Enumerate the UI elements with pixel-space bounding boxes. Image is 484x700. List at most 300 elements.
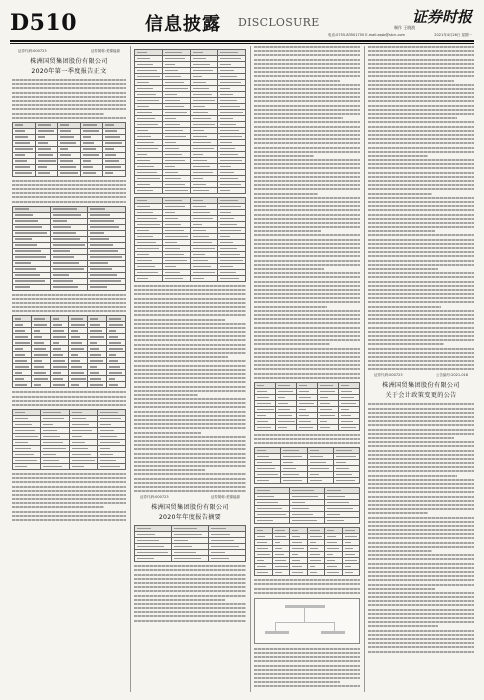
table-cell	[69, 382, 88, 388]
text-line	[368, 554, 474, 556]
text-line	[12, 180, 126, 182]
text-line	[368, 193, 432, 195]
table-row	[135, 188, 246, 194]
text-line	[254, 142, 360, 144]
text-line	[368, 630, 474, 632]
text-line	[134, 453, 246, 455]
text-line	[254, 297, 360, 299]
text-line	[134, 582, 246, 584]
stock-code: 证券代码:000723	[374, 373, 403, 378]
text-line	[134, 615, 246, 617]
text-line	[368, 445, 474, 447]
text-line	[12, 201, 126, 203]
text-line	[368, 71, 474, 73]
text-line	[368, 646, 474, 648]
header-rule-thin	[10, 43, 474, 44]
table-row	[255, 424, 360, 430]
text-line	[368, 322, 474, 324]
text-line	[368, 348, 474, 350]
text-line	[368, 147, 474, 149]
text-line	[368, 343, 444, 345]
text-line	[368, 159, 474, 161]
text-line	[368, 521, 474, 523]
text-line	[368, 184, 474, 186]
table-cell	[276, 424, 297, 430]
text-line	[254, 180, 360, 182]
text-line	[134, 423, 246, 425]
text-line	[254, 314, 360, 316]
table-cell	[58, 170, 81, 176]
text-line	[254, 255, 360, 257]
table-cell	[190, 276, 218, 282]
text-line	[254, 293, 360, 295]
text-line	[368, 318, 474, 320]
text-line	[254, 665, 360, 667]
text-line	[12, 96, 126, 98]
text-line	[254, 322, 360, 324]
body-text	[254, 648, 360, 688]
text-line	[134, 285, 246, 287]
text-line	[134, 323, 246, 325]
text-line	[368, 301, 474, 303]
announcement-heading	[12, 49, 126, 75]
text-line	[368, 613, 474, 615]
text-line	[254, 301, 360, 303]
text-line	[254, 230, 321, 232]
text-line	[134, 377, 246, 379]
announcement-heading	[368, 373, 474, 399]
text-line	[368, 218, 474, 220]
text-line	[368, 412, 474, 414]
text-line	[134, 607, 246, 609]
text-line	[254, 151, 360, 153]
text-line	[368, 416, 474, 418]
column-1	[12, 46, 126, 692]
text-line	[368, 134, 474, 136]
text-line	[254, 226, 360, 228]
text-line	[134, 319, 225, 321]
text-line	[134, 461, 246, 463]
table-cell	[218, 188, 246, 194]
table-cell	[35, 170, 58, 176]
text-line	[134, 381, 246, 383]
table-cell	[318, 424, 339, 430]
text-line	[368, 117, 457, 119]
text-line	[368, 517, 474, 519]
table-cell	[135, 188, 163, 194]
text-line	[254, 155, 314, 157]
text-line	[12, 310, 126, 312]
table-cell	[255, 478, 281, 484]
text-line	[134, 314, 246, 316]
text-line	[368, 475, 457, 477]
text-line	[134, 595, 246, 597]
text-line	[368, 604, 474, 606]
table-cell	[297, 424, 318, 430]
text-line	[368, 310, 474, 312]
text-line	[134, 302, 246, 304]
text-line	[368, 163, 474, 165]
text-line	[254, 356, 360, 358]
text-line	[368, 617, 474, 619]
text-line	[12, 192, 126, 194]
table-cell	[103, 170, 126, 176]
text-line	[254, 63, 360, 65]
text-line	[12, 404, 126, 406]
text-line	[134, 344, 246, 346]
text-line	[368, 634, 474, 636]
text-line	[12, 490, 126, 492]
text-line	[254, 243, 360, 245]
text-line	[254, 327, 360, 329]
text-line	[12, 188, 126, 190]
text-line	[368, 433, 474, 435]
text-line	[368, 276, 474, 278]
text-line	[134, 465, 246, 467]
financial-table	[12, 409, 126, 470]
text-line	[12, 184, 126, 186]
text-line	[254, 272, 360, 274]
text-line	[368, 368, 474, 370]
text-line	[254, 285, 360, 287]
text-line	[368, 222, 474, 224]
text-line	[134, 394, 198, 396]
text-line	[368, 339, 474, 341]
text-line	[368, 230, 435, 232]
text-line	[254, 348, 360, 350]
shareholder-table	[12, 315, 126, 388]
text-line	[368, 403, 474, 405]
text-line	[134, 373, 246, 375]
text-line	[134, 473, 246, 475]
text-line	[254, 147, 360, 149]
text-line	[134, 415, 246, 417]
table-row	[13, 463, 126, 469]
text-line	[254, 100, 360, 102]
text-line	[368, 92, 474, 94]
table-cell	[209, 556, 246, 562]
text-line	[368, 563, 474, 565]
text-line	[254, 442, 360, 444]
text-line	[368, 596, 474, 598]
text-line	[12, 113, 104, 115]
stock-code: 证券代码:000723	[140, 495, 169, 500]
text-line	[134, 398, 246, 400]
text-line	[12, 306, 126, 308]
body-text	[368, 46, 474, 370]
text-line	[368, 272, 474, 274]
text-line	[368, 138, 474, 140]
text-line	[368, 609, 474, 611]
text-line	[368, 306, 441, 308]
table-row	[255, 518, 360, 524]
text-line	[368, 508, 474, 510]
table-cell	[107, 382, 126, 388]
text-line	[134, 440, 246, 442]
text-line	[134, 486, 246, 488]
text-line	[254, 172, 360, 174]
text-line	[368, 504, 474, 506]
text-line	[134, 327, 246, 329]
body-text	[368, 403, 474, 652]
text-line	[254, 214, 360, 216]
text-line	[12, 117, 126, 119]
text-line	[134, 444, 246, 446]
text-line	[134, 611, 246, 613]
table-cell	[162, 188, 190, 194]
text-line	[254, 176, 360, 178]
text-line	[134, 289, 246, 291]
text-line	[12, 196, 126, 198]
text-line	[368, 408, 474, 410]
table-cell	[290, 570, 308, 576]
text-line	[134, 590, 246, 592]
text-line	[368, 575, 474, 577]
text-line	[134, 469, 205, 471]
table-cell	[50, 284, 88, 290]
text-line	[254, 592, 360, 594]
text-line	[368, 180, 474, 182]
table-cell	[325, 570, 343, 576]
text-line	[368, 293, 474, 295]
text-line	[12, 100, 126, 102]
text-line	[134, 352, 246, 354]
text-line	[368, 188, 474, 190]
page-header	[10, 6, 474, 40]
text-line	[254, 268, 324, 270]
table-cell	[162, 276, 190, 282]
section-title: 信息披露	[145, 14, 221, 35]
text-line	[368, 441, 474, 443]
text-line	[12, 519, 126, 521]
newspaper-masthead: 证券时报	[411, 8, 472, 26]
text-line	[368, 546, 474, 548]
text-line	[12, 473, 126, 475]
text-line	[12, 104, 126, 106]
section-title-english: DISCLOSURE	[238, 16, 320, 29]
announcement-title: 2020年年度报告摘要	[158, 514, 222, 522]
text-line	[134, 310, 246, 312]
text-line	[254, 310, 360, 312]
text-line	[368, 458, 474, 460]
text-line	[134, 335, 246, 337]
text-line	[368, 550, 432, 552]
text-line	[12, 298, 126, 300]
text-line	[368, 437, 454, 439]
text-line	[368, 100, 474, 102]
text-line	[368, 420, 474, 422]
text-line	[134, 411, 246, 413]
table-cell	[41, 463, 69, 469]
text-line	[12, 502, 126, 504]
text-line	[368, 479, 474, 481]
financial-table	[12, 122, 126, 177]
body-text	[12, 180, 126, 203]
text-line	[368, 592, 474, 594]
text-line	[254, 276, 360, 278]
text-line	[134, 620, 246, 622]
text-line	[12, 477, 126, 479]
text-line	[368, 360, 474, 362]
text-line	[254, 239, 360, 241]
text-line	[368, 247, 474, 249]
text-line	[368, 197, 474, 199]
text-line	[254, 339, 360, 341]
text-line	[254, 685, 360, 687]
text-line	[254, 80, 340, 82]
text-line	[368, 205, 474, 207]
text-line	[368, 255, 474, 257]
text-line	[254, 50, 360, 52]
text-line	[254, 234, 360, 236]
company-name: 株洲国贸集团股份有限公司	[30, 58, 108, 65]
text-line	[254, 197, 360, 199]
text-line	[254, 105, 360, 107]
text-line	[254, 352, 360, 354]
text-line	[368, 454, 474, 456]
table-cell	[190, 188, 218, 194]
text-line	[254, 648, 360, 650]
editor-credit: 制作 王晓波	[394, 25, 416, 30]
text-line	[368, 470, 474, 472]
text-line	[368, 571, 474, 573]
text-line	[254, 218, 360, 220]
text-line	[368, 600, 474, 602]
text-line	[254, 251, 360, 253]
text-line	[134, 432, 201, 434]
table-cell	[31, 382, 50, 388]
text-line	[254, 247, 360, 249]
text-line	[254, 88, 360, 90]
text-line	[254, 130, 360, 132]
financial-table	[12, 206, 126, 291]
text-line	[368, 201, 474, 203]
text-line	[254, 121, 360, 123]
text-line	[368, 167, 474, 169]
text-line	[134, 586, 246, 588]
text-line	[134, 298, 246, 300]
announcement-heading	[134, 495, 246, 521]
table-row	[13, 170, 126, 176]
text-line	[368, 289, 474, 291]
company-name: 株洲国贸集团股份有限公司	[151, 504, 229, 512]
text-line	[134, 478, 246, 480]
text-line	[254, 193, 318, 195]
text-line	[134, 482, 246, 484]
issue-date: 2021年4月26日 星期一	[434, 33, 472, 37]
text-line	[12, 302, 126, 304]
text-line	[12, 87, 126, 89]
text-line	[134, 578, 246, 580]
text-line	[134, 427, 246, 429]
table-cell	[13, 170, 36, 176]
table-cell	[339, 424, 360, 430]
text-line	[368, 537, 474, 539]
text-line	[368, 130, 474, 132]
text-line	[254, 373, 360, 375]
text-line	[368, 109, 474, 111]
text-line	[368, 268, 438, 270]
text-line	[12, 294, 126, 296]
table-cell	[290, 518, 325, 524]
text-line	[368, 155, 428, 157]
column-2	[134, 46, 246, 692]
text-line	[134, 360, 246, 362]
table-row	[255, 478, 360, 484]
table-cell	[255, 570, 273, 576]
text-line	[368, 243, 474, 245]
text-line	[12, 396, 126, 398]
text-line	[254, 138, 360, 140]
table-cell	[135, 276, 163, 282]
body-text	[134, 285, 246, 492]
text-line	[368, 533, 474, 535]
text-line	[368, 331, 474, 333]
text-line	[12, 108, 126, 110]
financial-table	[134, 197, 246, 282]
text-line	[368, 588, 435, 590]
text-line	[368, 529, 474, 531]
text-line	[254, 159, 360, 161]
text-line	[12, 506, 104, 508]
text-line	[254, 335, 360, 337]
contact-line: 电话:0755-83501750 E-mail:zqsb@stcn.com	[328, 33, 405, 37]
text-line	[368, 424, 474, 426]
text-line	[368, 500, 474, 502]
text-line	[134, 331, 246, 333]
table-cell	[80, 170, 103, 176]
text-line	[134, 603, 246, 605]
text-line	[134, 599, 225, 601]
text-line	[368, 364, 474, 366]
text-line	[254, 438, 360, 440]
text-line	[254, 652, 360, 654]
text-line	[254, 281, 360, 283]
text-line	[368, 121, 474, 123]
text-line	[134, 419, 246, 421]
company-name: 株洲国贸集团股份有限公司	[382, 382, 460, 390]
text-line	[254, 84, 360, 86]
text-line	[134, 448, 246, 450]
text-line	[254, 134, 360, 136]
text-line	[254, 306, 327, 308]
table-cell	[255, 518, 290, 524]
text-line	[134, 490, 246, 492]
announcement-title: 2020年第一季度报告正文	[31, 68, 107, 75]
contact-table	[134, 525, 246, 562]
text-line	[254, 126, 360, 128]
text-line	[368, 239, 474, 241]
text-line	[368, 462, 474, 464]
body-text	[254, 579, 360, 594]
text-line	[254, 117, 343, 119]
text-line	[368, 142, 474, 144]
text-line	[368, 251, 474, 253]
text-line	[134, 348, 246, 350]
table-cell	[307, 478, 333, 484]
text-line	[368, 638, 474, 640]
text-line	[12, 79, 126, 81]
text-line	[368, 327, 474, 329]
text-line	[368, 297, 474, 299]
page-number: D510	[10, 10, 78, 36]
table-cell	[97, 463, 125, 469]
text-line	[368, 621, 474, 623]
text-line	[254, 188, 360, 190]
text-line	[368, 176, 474, 178]
body-text	[254, 434, 360, 444]
text-line	[254, 368, 360, 370]
